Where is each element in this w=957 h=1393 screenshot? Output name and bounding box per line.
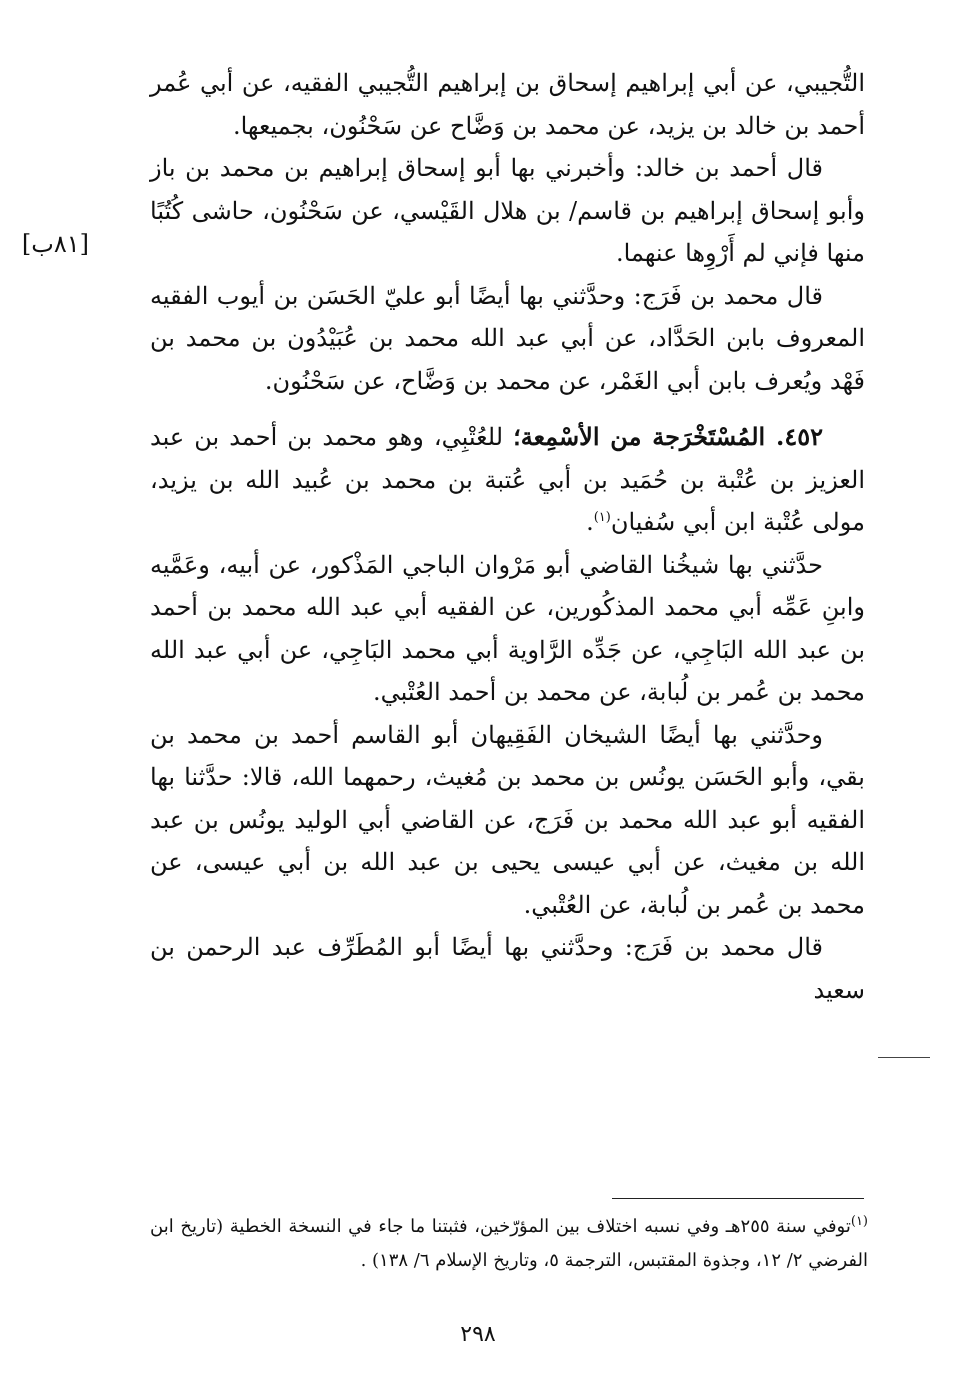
margin-rule [878, 1057, 930, 1058]
footnote-text: توفي سنة ٢٥٥هـ وفي نسبه اختلاف بين المؤرّخين، فثبتنا ما جاء في النسخة الخطية (تاريخ ابن الفرضي ٢/ ١٢، وجذوة المقتبس، الترجمة ٥، وتاريخ الإسلام ٦/ ١٣٨) . [150, 1216, 868, 1271]
footnote [150, 1210, 868, 1278]
paragraph-6: وحدَّثني بها أيضًا الشيخان الفَقِيهان أبو القاسم أحمد بن محمد بن بقي، وأبو الحَسَن يونُس بن محمد بن مُغيث، رحمهما الله، قالا: حدَّثنا بها الفقيه أبو عبد الله محمد بن فَرَج، عن القاضي أبي الوليد يونُس بن عبد الله بن مغيث، عن أبي عيسى يحيى بن عبد الله بن أبي عيسى، عن محمد بن عُمر بن لُبابة، عن العُتْبي. [150, 720, 865, 919]
paragraph-3: قال محمد بن فَرَج: وحدَّثني بها أيضًا أبو عليّ الحَسَن بن أيوب الفقيه المعروف بابن الحَدَّاد، عن أبي عبد الله محمد بن عُبَيْدُون بن محمد بن فَهْد ويُعرف بابن أبي الغَمْر، عن محمد بن وَضَّاح، عن سَحْنُون. [150, 281, 865, 395]
footnote-marker: (١) [850, 1214, 868, 1229]
entry-end: . [586, 508, 594, 536]
paragraph-2: قال أحمد بن خالد: وأخبرني بها أبو إسحاق إبراهيم بن محمد بن باز وأبو إسحاق إبراهيم بن قاسم/ بن هلال القَيْسي، عن سَحْنُون، حاشى كُتُبًا منها فإني لم أَرْوِها عنهما. [150, 154, 865, 267]
paragraph-1: التُّجيبي، عن أبي إبراهيم إسحاق بن إبراهيم التُّجيبي الفقيه، عن أبي عُمر أحمد بن خالد بن يزيد، عن محمد بن وَضَّاح عن سَحْنُون، بجميعها. [150, 69, 865, 140]
entry-text: للعُتْبِي، وهو محمد بن أحمد بن عبد العزيز بن عُتْبة بن حُمَيد بن أبي عُتبة بن محمد بن عُبيد الله بن يزيد، مولى عُتْبة ابن أبي سُفيان [150, 423, 865, 536]
footnote-reference[interactable]: (١) [593, 510, 611, 525]
page-number: ٢٩٨ [460, 1322, 496, 1347]
footnote-1 [150, 1210, 868, 1278]
main-text [150, 62, 865, 1011]
paragraph-7: قال محمد بن فَرَج: وحدَّثني بها أيضًا أبو المُطَرِّف عبد الرحمن بن سعيد [150, 933, 865, 1004]
entry-title: ٤٥٢. المُسْتَخْرَجة من الأسْمِعة؛ [513, 422, 824, 451]
manuscript-folio-marker: [٨١ب] [21, 230, 89, 258]
paragraph-4-entry [150, 416, 865, 544]
footnote-separator [612, 1198, 864, 1199]
paragraph-5: حدَّثني بها شيخُنا القاضي أبو مَرْوان الباجي المَذْكور، عن أبيه، وعَمَّيه وابنِ عَمِّه أبي محمد المذكُورين، عن الفقيه أبي عبد الله محمد بن أحمد بن عبد الله البَاجِي، عن جَدِّه الرَّاوية أبي محمد البَاجِي، عن أبي عبد الله محمد بن عُمر بن لُبابة، عن محمد بن أحمد العُتْبي. [150, 550, 865, 706]
